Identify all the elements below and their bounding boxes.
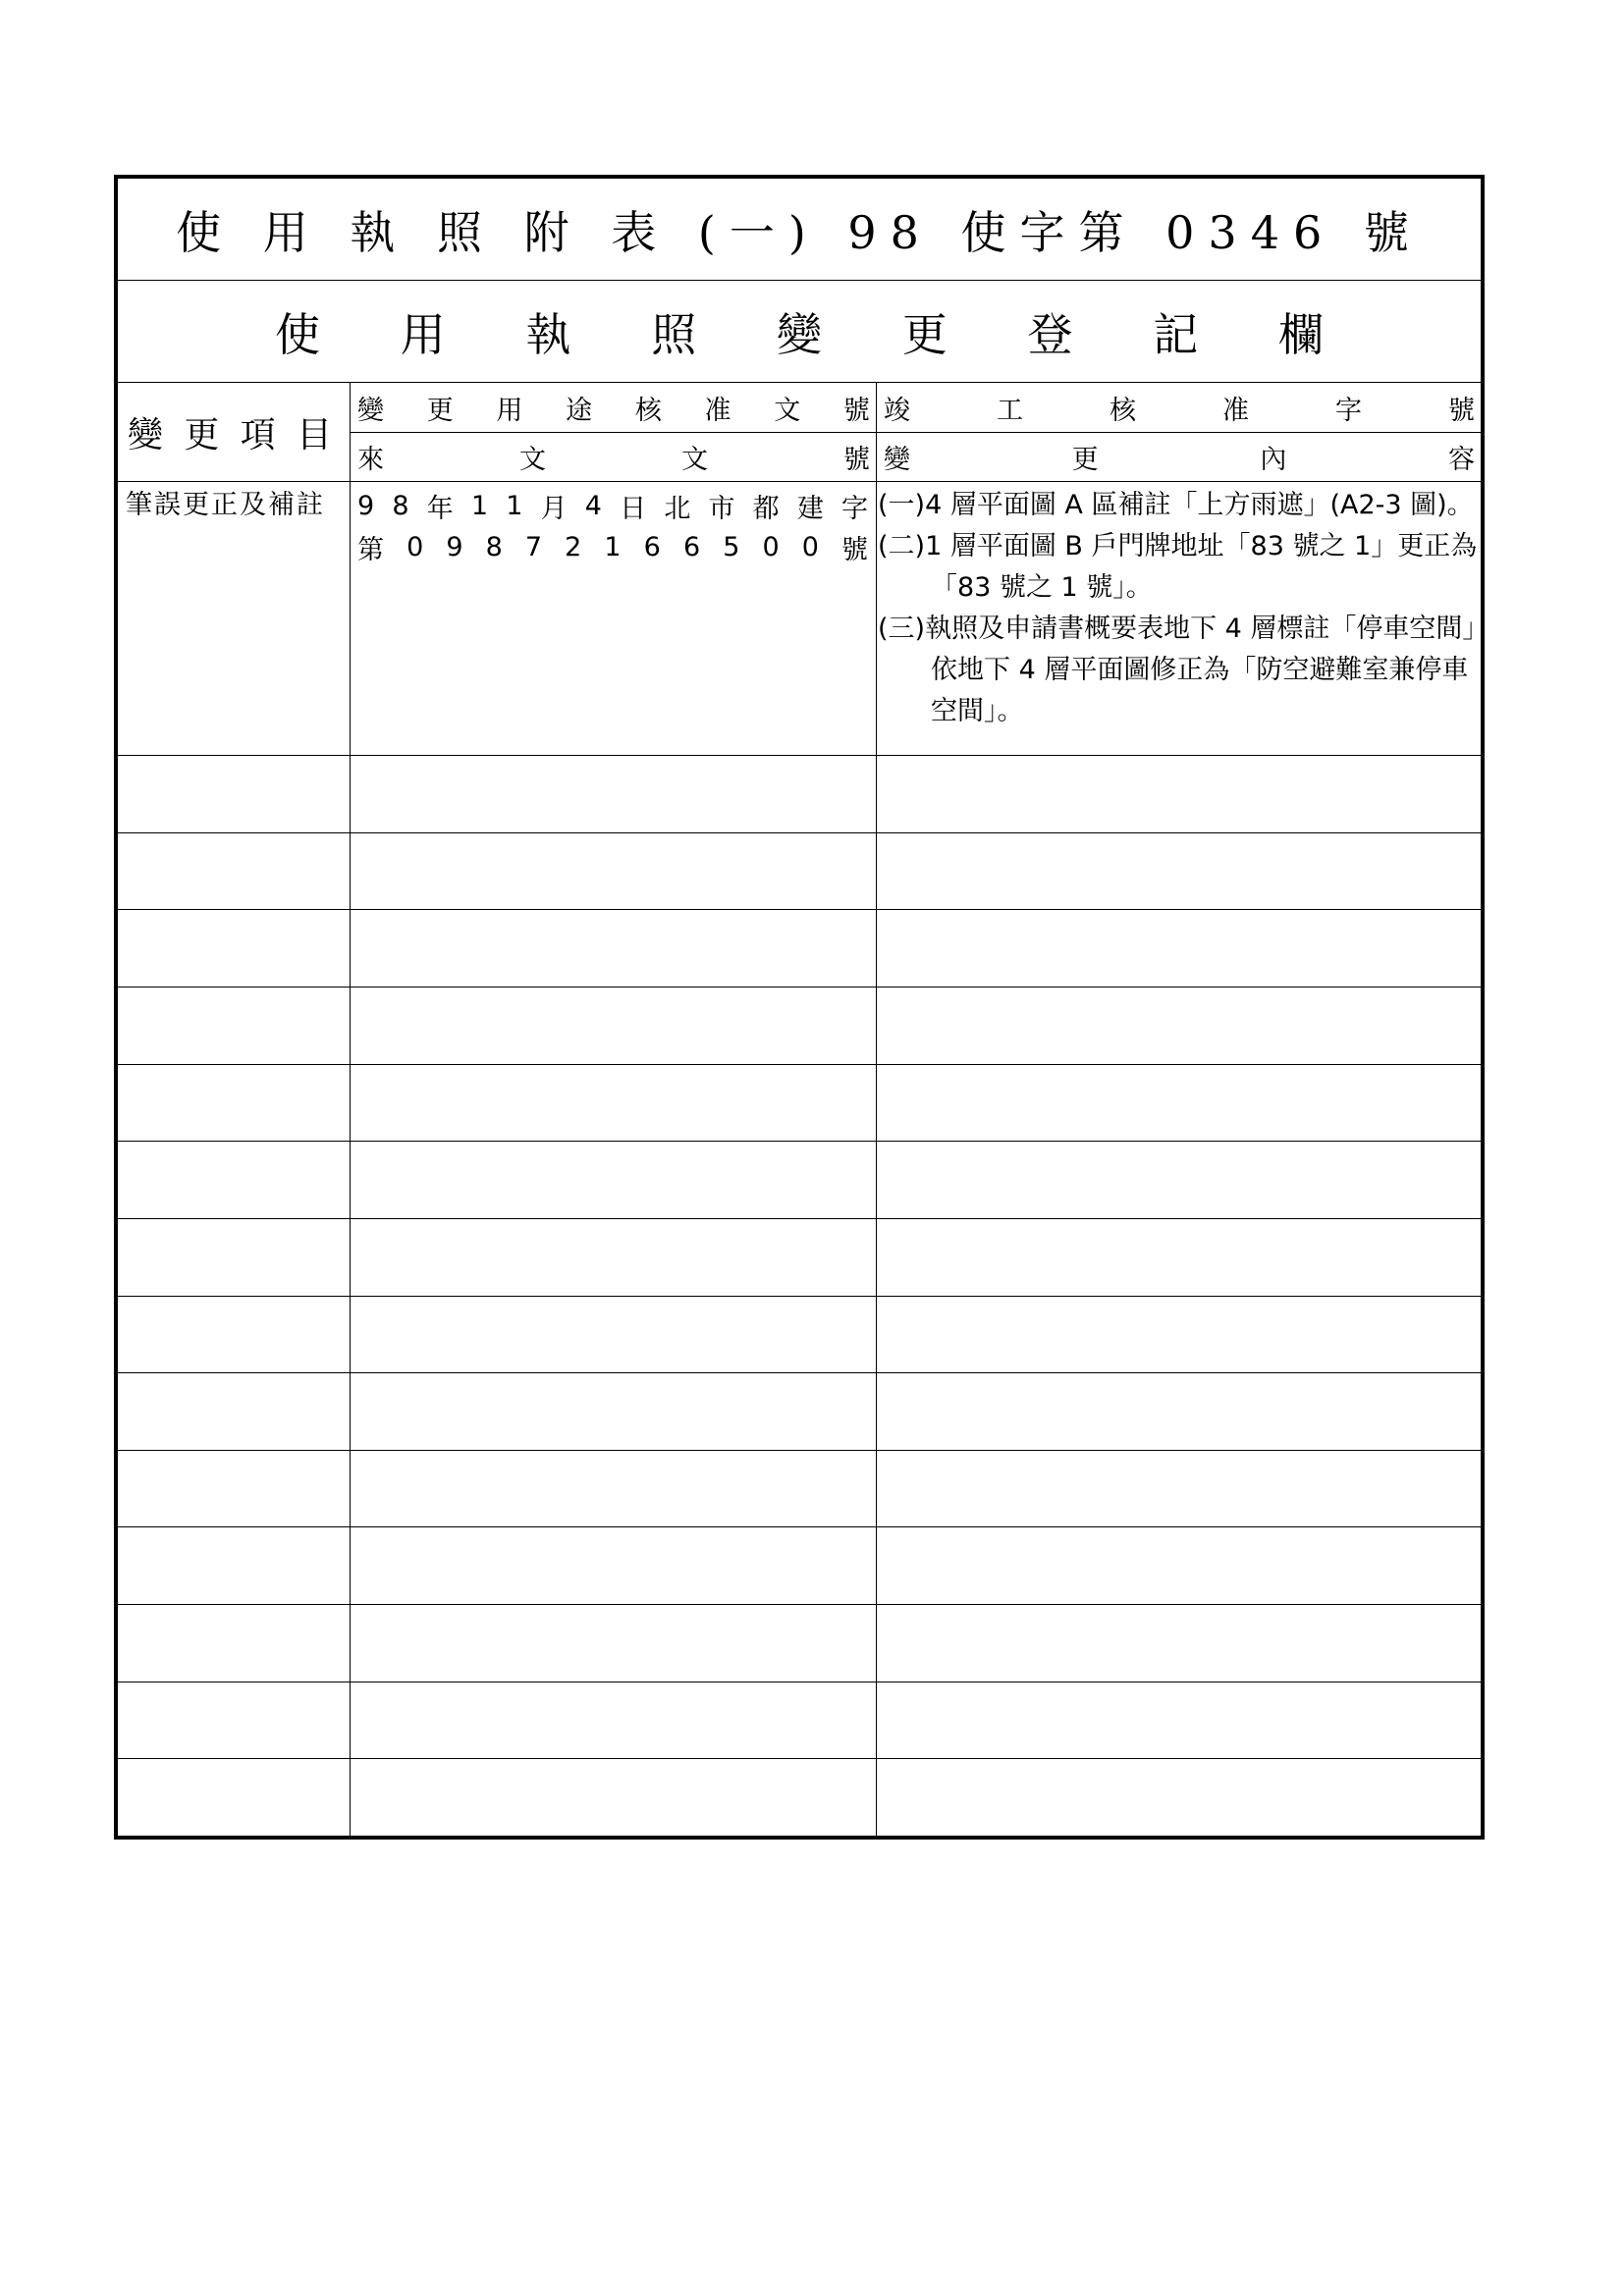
change-note: (一)4 層平面圖 A 區補註「上方雨遮」(A2-3 圖)。 [878, 490, 1474, 520]
reference-char: 0 [762, 531, 780, 562]
subtitle-char: 更 [901, 307, 947, 361]
reference-char: 1 [470, 490, 489, 521]
header-char: 核 [1110, 395, 1136, 426]
change-note: (二)1 層平面圖 B 戶門牌地址「83 號之 1」更正為「83 號之 1 號」。 [878, 531, 1478, 603]
reference-char: 號 [841, 534, 868, 565]
header-change-item [118, 383, 350, 481]
header-approval-doc-no [350, 383, 876, 432]
reference-char: 市 [708, 493, 735, 524]
reference-char: 6 [682, 531, 701, 562]
entry-reference-blank [350, 1526, 876, 1604]
form-subtitle-row [118, 281, 1481, 383]
header-char: 容 [1447, 444, 1475, 475]
entry-change-item-blank [118, 1682, 350, 1759]
reference-char: 0 [801, 531, 819, 562]
entry-change-notes-blank [876, 755, 1481, 832]
header-char: 竣 [884, 395, 910, 426]
entry-reference-blank [350, 1450, 876, 1527]
change-registration-form [114, 175, 1485, 1840]
entry-reference [350, 485, 876, 573]
reference-char: 建 [796, 493, 824, 524]
entry-change-notes-blank [876, 1526, 1481, 1604]
header-char: 文 [681, 444, 708, 475]
reference-char: 2 [565, 531, 582, 562]
reference-char: 都 [752, 493, 780, 524]
subtitle-char: 使 [275, 307, 320, 361]
entry-reference-blank [350, 909, 876, 987]
subtitle-char: 照 [651, 307, 697, 361]
entry-change-item-blank [118, 1758, 350, 1836]
entry-change-item-blank [118, 1064, 350, 1142]
header-bottom-line [118, 481, 1481, 482]
header-char: 核 [634, 395, 662, 426]
reference-char: 年 [426, 493, 454, 524]
entry-reference-blank [350, 1758, 876, 1836]
header-char: 途 [566, 395, 593, 426]
header-char: 變 [357, 395, 384, 426]
entry-reference-number [350, 526, 876, 567]
entry-change-item-blank [118, 1604, 350, 1682]
entry-change-item-blank [118, 909, 350, 987]
reference-char: 字 [841, 493, 868, 524]
entry-change-notes-blank [876, 1682, 1481, 1759]
header-char: 變 [884, 444, 910, 475]
form-subtitle [275, 281, 1324, 382]
subtitle-char: 變 [777, 307, 822, 361]
entry-reference-date [350, 485, 876, 526]
entry-reference-blank [350, 1372, 876, 1450]
entry-change-notes-blank [876, 1218, 1481, 1296]
subtitle-char: 欄 [1278, 307, 1324, 361]
header-char: 項 [240, 414, 276, 455]
header-char: 文 [774, 395, 801, 426]
reference-char: 7 [524, 531, 543, 562]
entry-change-notes-blank [876, 1604, 1481, 1682]
entry-change-notes-blank [876, 1064, 1481, 1142]
header-char: 文 [519, 444, 546, 475]
reference-char: 北 [664, 493, 691, 524]
entry-change-item-blank [118, 1526, 350, 1604]
entry-reference-blank [350, 987, 876, 1064]
entry-change-item-blank [118, 987, 350, 1064]
entry-change-notes-blank [876, 1141, 1481, 1218]
header-char: 字 [1335, 395, 1362, 426]
entry-change-notes-blank [876, 987, 1481, 1064]
reference-char: 9 [357, 490, 375, 521]
entry-reference-blank [350, 1064, 876, 1142]
entry-reference-blank [350, 1682, 876, 1759]
entry-change-notes-blank [876, 832, 1481, 910]
form-title-row [118, 179, 1481, 281]
entry-change-item-blank [118, 832, 350, 910]
header-completion-approval-no [876, 383, 1481, 432]
header-char: 用 [496, 395, 523, 426]
entry-change-notes-blank [876, 1296, 1481, 1373]
header-char: 更 [426, 395, 454, 426]
reference-char: 5 [723, 531, 740, 562]
header-incoming-doc-no [350, 432, 876, 481]
reference-char: 1 [506, 490, 523, 521]
reference-char: 0 [406, 531, 424, 562]
reference-char: 月 [540, 493, 568, 524]
entry-change-notes [878, 485, 1479, 750]
entry-reference-blank [350, 1141, 876, 1218]
entry-change-item-blank [118, 1372, 350, 1450]
reference-char: 8 [392, 490, 409, 521]
header-char: 准 [704, 395, 731, 426]
header-char: 變 [128, 414, 164, 455]
subtitle-char: 用 [400, 307, 446, 361]
header-char: 內 [1260, 444, 1287, 475]
form-title: 使 用 執 照 附 表 (一) 98 使字第 0346 號 [176, 205, 1423, 259]
entry-change-notes-blank [876, 909, 1481, 987]
reference-char: 日 [620, 493, 647, 524]
reference-char: 9 [446, 531, 463, 562]
entry-reference-blank [350, 1296, 876, 1373]
header-char: 來 [357, 444, 384, 475]
header-char: 更 [184, 414, 220, 455]
header-char: 目 [296, 414, 332, 455]
header-char: 號 [1448, 395, 1475, 426]
reference-char: 8 [485, 531, 503, 562]
entry-change-item-blank [118, 1218, 350, 1296]
entry-change-notes-blank [876, 1758, 1481, 1836]
entry-reference-blank [350, 1218, 876, 1296]
header-change-content [876, 432, 1481, 481]
entry-change-item-blank [118, 1141, 350, 1218]
subtitle-char: 記 [1153, 307, 1199, 361]
change-note: (三)執照及申請書概要表地下 4 層標註「停車空間」依地下 4 層平面圖修正為「防空避難室兼停車空間」。 [878, 614, 1476, 726]
entry-change-notes-blank [876, 1450, 1481, 1527]
entry-change-notes-blank [876, 1372, 1481, 1450]
reference-char: 4 [584, 490, 602, 521]
header-char: 號 [842, 395, 870, 426]
reference-char: 6 [643, 531, 661, 562]
entry-change-item-blank [118, 1296, 350, 1373]
subtitle-char: 執 [525, 307, 571, 361]
entry-reference-blank [350, 755, 876, 832]
entry-change-item-blank [118, 755, 350, 832]
reference-char: 1 [604, 531, 622, 562]
header-char: 准 [1222, 395, 1249, 426]
entry-reference-blank [350, 1604, 876, 1682]
entry-change-item: 筆誤更正及補註 [126, 490, 325, 520]
header-char: 號 [843, 444, 870, 475]
header-char: 更 [1071, 444, 1099, 475]
subtitle-char: 登 [1027, 307, 1073, 361]
entry-change-item-blank [118, 1450, 350, 1527]
header-char: 工 [997, 395, 1023, 426]
entry-reference-blank [350, 832, 876, 910]
reference-char: 第 [357, 534, 384, 565]
